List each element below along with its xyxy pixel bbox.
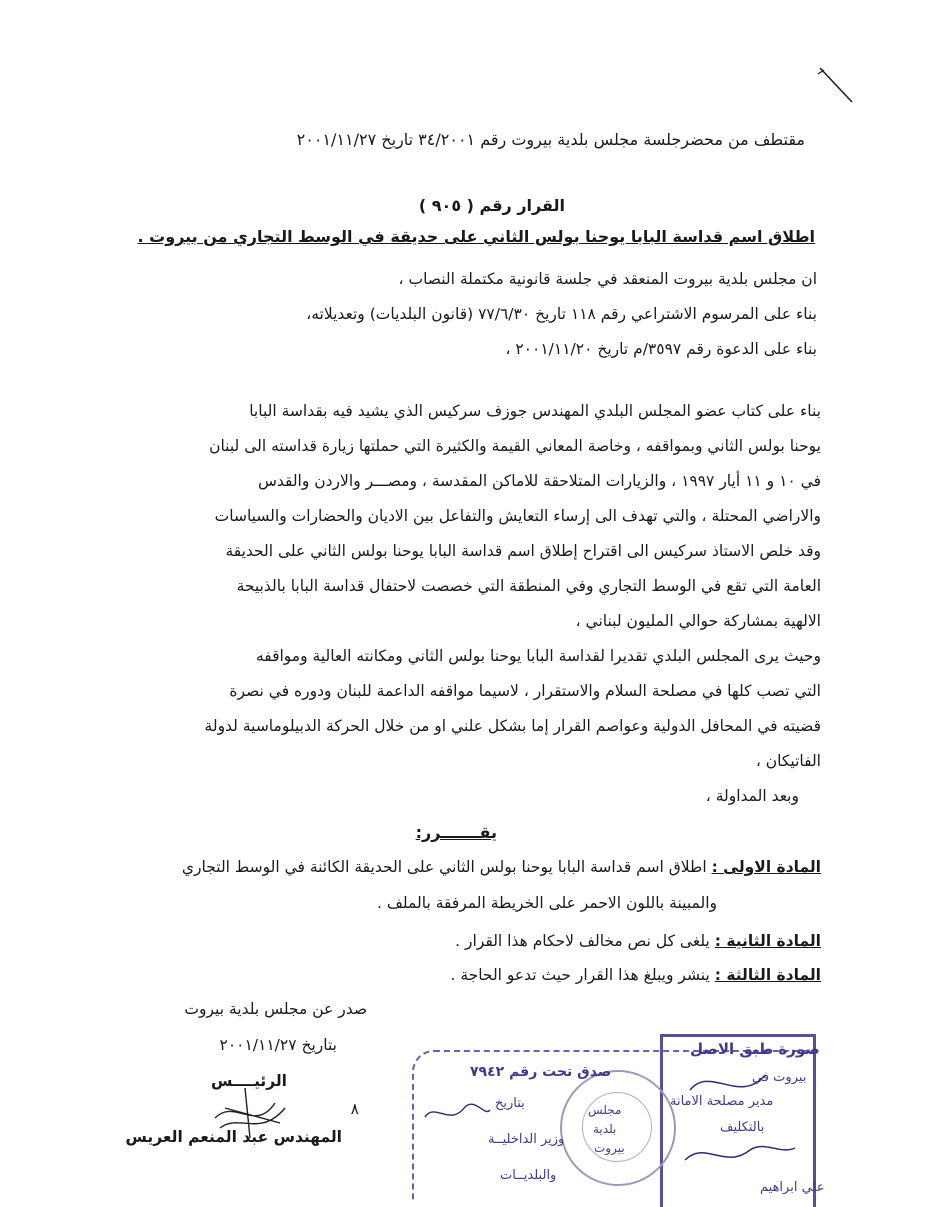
body-line: الالهية بمشاركة حوالي المليون لبناني ، <box>575 612 821 630</box>
excerpt-header: مقتطف من محضرجلسة مجلس بلدية بيروت رقم ٣٤/٢٠٠١ تاريخ ٢٠٠١/١١/٢٧ <box>296 130 805 149</box>
body-line: يوحنا بولس الثاني وبمواقفه ، وخاصة المعاني القيمة والكثيرة التي حملتها زيارة قداسته الى لبنان <box>209 437 821 455</box>
seal-text: بلدية <box>593 1122 617 1136</box>
article-3 <box>450 966 821 984</box>
body-line: وبعد المداولة ، <box>705 787 799 805</box>
body-line: وقد خلص الاستاذ سركيس الى اقتراح إطلاق اسم قداسة البابا يوحنا بولس الثاني على الحديقة <box>225 542 821 560</box>
decision-subject: اطلاق اسم قداسة البابا يوحنا بولس الثاني على حديقة في الوسط التجاري من بيروت . <box>137 227 815 246</box>
municipalities-label: والبلديــات <box>500 1168 557 1183</box>
true-copy-title: صورة طبق الاصل <box>690 1040 820 1058</box>
article-1 <box>182 858 821 876</box>
article-text: يلغى كل نص مخالف لاحكام هذا القرار . <box>455 932 710 950</box>
issued-by: صدر عن مجلس بلدية بيروت <box>184 1000 367 1018</box>
pen-stroke-mark <box>810 60 860 110</box>
seal-text: بيروت <box>594 1141 625 1155</box>
body-line: الفاتيكان ، <box>755 752 821 770</box>
body-line: بناء على كتاب عضو المجلس البلدي المهندس جوزف سركيس الذي يشيد فيه بقداسة البابا <box>249 402 821 420</box>
decision-number: القرار رقم ( ٩٠٥ ) <box>418 196 565 215</box>
body-line: في ١٠ و ١١ أيار ١٩٩٧ ، والزيارات المتلاحقة للاماكن المقدسة ، ومصـــر والاردن والقدس <box>257 472 821 490</box>
body-line: قضيته في المحافل الدولية وعواصم القرار إما بشكل علني او من خلال الحركة الدبيلوماسية لدولة <box>204 717 821 735</box>
ratified-text: صدق تحت رقم <box>509 1064 612 1080</box>
signature-mark: ٨ <box>350 1100 359 1118</box>
article-1-continued: والمبينة باللون الاحمر على الخريطة المرفقة بالملف . <box>377 894 717 912</box>
article-2 <box>455 932 821 950</box>
stamp-signature <box>680 1060 810 1180</box>
preamble-line: ان مجلس بلدية بيروت المنعقد في جلسة قانونية مكتملة النصاب ، <box>398 270 817 288</box>
ratified-label <box>470 1064 611 1080</box>
seal-text: مجلس <box>588 1103 622 1117</box>
true-copy-city: بيروت في <box>752 1070 807 1085</box>
decides-heading: يقـــــــرر: <box>415 823 497 842</box>
preamble-line: بناء على المرسوم الاشتراعي رقم ١١٨ تاريخ ٧٧/٦/٣٠ (قانون البلديات) وتعديلاته، <box>306 305 817 323</box>
body-line: العامة التي تقع في الوسط التجاري وفي المنطقة التي خصصت لاحتفال قداسة البابا بالذبيحة <box>236 577 821 595</box>
president-title: الرئيــــس <box>210 1072 287 1090</box>
article-label: المادة الاولى : <box>711 858 821 876</box>
ratified-number: ٧٩٤٢ <box>470 1064 505 1080</box>
ratified-date-label: بتاريخ <box>495 1096 525 1111</box>
issued-date: بتاريخ ٢٠٠١/١١/٢٧ <box>219 1036 337 1054</box>
true-copy-role: مدير مصلحة الامانة <box>670 1094 774 1109</box>
true-copy-assign: بالتكليف <box>720 1120 765 1135</box>
article-label: المادة الثالثة : <box>714 966 821 984</box>
ratification-handwriting <box>420 1092 495 1132</box>
true-copy-name: علي ابراهيم <box>760 1180 825 1195</box>
article-text: ينشر ويبلغ هذا القرار حيث تدعو الحاجة . <box>450 966 710 984</box>
body-line: التي تصب كلها في مصلحة السلام والاستقرار ، لاسيما مواقفه الداعمة للبنان ودوره في نصرة <box>229 682 821 700</box>
minister-label: وزير الداخليــة <box>488 1132 565 1147</box>
article-label: المادة الثانية : <box>714 932 821 950</box>
president-name: المهندس عبد المنعم العريس <box>125 1128 342 1146</box>
article-text: اطلاق اسم قداسة البابا يوحنا بولس الثاني على الحديقة الكائنة في الوسط التجاري <box>181 858 707 876</box>
body-line: وحيث يرى المجلس البلدي تقديرا لقداسة البابا يوحنا بولس الثاني ومكانته العالية ومواقفه <box>255 647 821 665</box>
preamble-line: بناء على الدعوة رقم ٣٥٩٧/م تاريخ ٢٠٠١/١١/٢٠ ، <box>505 340 817 358</box>
body-line: والاراضي المحتلة ، والتي تهدف الى إرساء التعايش والتفاعل بين الاديان والحضارات والسياسات <box>214 507 821 525</box>
